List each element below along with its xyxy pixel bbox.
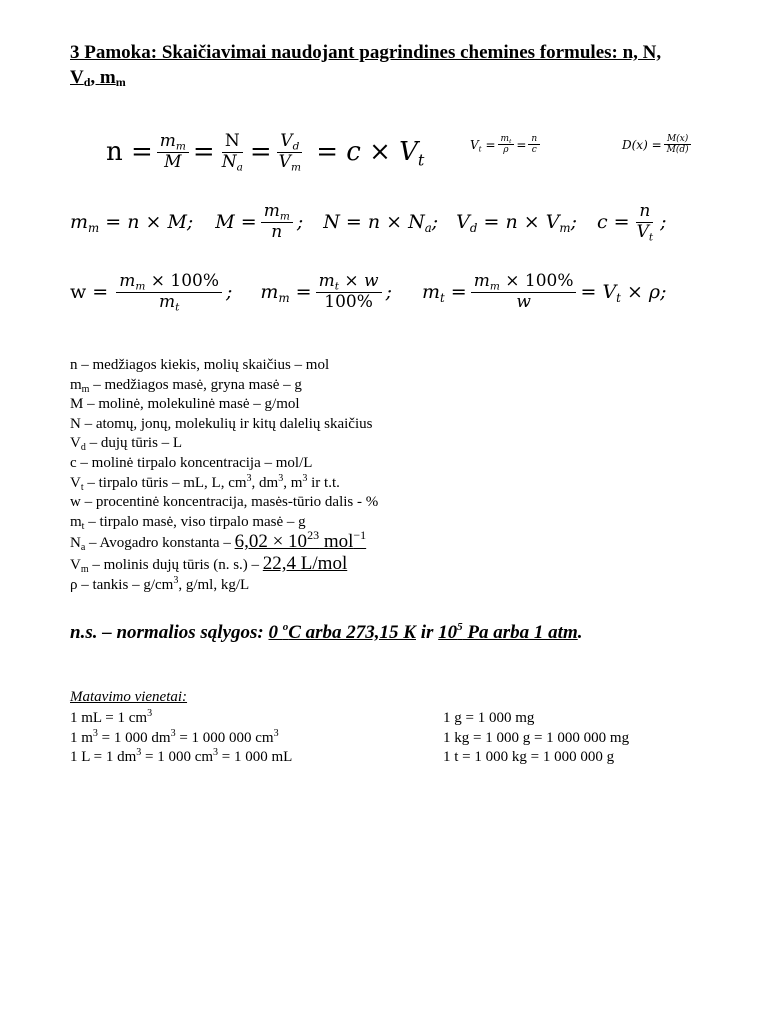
unit-row: 1 kg = 1 000 g = 1 000 000 mg xyxy=(443,729,630,746)
normal-conditions: n.s. – normalios sąlygos: 0 $^o$C arba 273,15 K ir $10^5$ Pa arba 1 atm. xyxy=(70,621,583,643)
title-main: 3 Pamoka: Skaičiavimai naudojant pagrindines chemines formules: n, N, xyxy=(70,42,662,63)
title-mm: m xyxy=(99,67,116,88)
formula-row-1: n = $\frac{m_m}{M}$ = $\frac{N}{N_a}$ = $\frac{V_d}{V_m}$ = $c \times V_t$ xyxy=(106,130,425,174)
units-mass-list xyxy=(443,709,629,768)
formula-row-2: $m_m = n \times M$; M = $\frac{m_m}{n}$ ; $N = n \times N_a$; $V_d = n \times V_m$; c = $\frac{n}{V_t}$ ; xyxy=(70,200,667,244)
unit-row: 1 g = 1 000 mg xyxy=(443,710,535,726)
def-w: w – procentinė koncentracija, masės-tūrio dalis - % xyxy=(70,494,379,511)
def-n: n – medžiagos kiekis, molių skaičius – mol xyxy=(70,357,330,373)
definitions-list xyxy=(70,356,378,595)
def-na: $N_a$ – Avogadro konstanta – $6,02 \times 10^{23}$ mol$^{-1}$ xyxy=(70,528,367,554)
formula-row-3: w = $\frac{m_m \times 100\%}{m_t}$ ; $m_m$ = $\frac{m_t \times w}{100\%}$ ; $m_t$ = $\frac{m_m \times 100\%}{w}$ = $V_t \times \rho$; xyxy=(70,270,667,314)
def-vm: $V_m$ – molinis dujų tūris (n. s.) – 22,4 L/mol xyxy=(70,552,348,575)
unit-row: 1 t = 1 000 kg = 1 000 000 g xyxy=(443,749,615,765)
avogadro-value: $6,02 \times 10^{23}$ mol$^{-1}$ xyxy=(234,528,367,553)
formula-vt: $V_t$ = $\frac{m_t}{\rho}$ = $\frac{n}{c}$ xyxy=(470,134,542,156)
def-M: M – molinė, molekulinė masė – g/mol xyxy=(70,396,300,413)
def-N: N – atomų, jonų, molekulių ir kitų dalelių skaičius xyxy=(70,415,373,432)
formula-density-ratio: D(x) = $\frac{M(x)}{M(d)}$ xyxy=(622,134,694,156)
title-mm-sub: m xyxy=(115,75,126,89)
def-c: c – molinė tirpalo koncentracija – mol/L xyxy=(70,454,313,471)
units-heading: Matavimo vienetai: xyxy=(70,689,188,705)
units-volume-list xyxy=(70,709,292,768)
unit-row: 1 L = 1 $dm^3 = 1$ 000 $cm^3 = 1$ 000 mL xyxy=(70,747,293,765)
def-vt: $V_t$ – tirpalo tūris – mL, L, $cm^3$, $dm^3$, $m^3$ ir t.t. xyxy=(70,472,340,493)
unit-row: 1 $m^3 = 1$ 000 $dm^3 = 1$ 000 000 $cm^3$ xyxy=(70,727,279,746)
def-mm: $m_m$ – medžiagos masė, gryna masė – g xyxy=(70,376,302,395)
molar-volume-value: 22,4 L/mol xyxy=(262,552,348,574)
title-sep: , xyxy=(90,67,100,88)
unit-row: 1 mL = 1 $cm^3$ xyxy=(70,708,153,726)
def-mt: $m_t$ – tirpalo masė, viso tirpalo masė – g xyxy=(70,513,306,532)
title-vd-sub: d xyxy=(83,75,91,89)
def-rho: ρ – tankis – $g/cm^3$, g/ml, kg/L xyxy=(70,574,250,593)
title-vd: V xyxy=(70,67,84,88)
def-vd: $V_d$ – dujų tūris – L xyxy=(70,435,183,454)
page-title xyxy=(70,40,730,90)
